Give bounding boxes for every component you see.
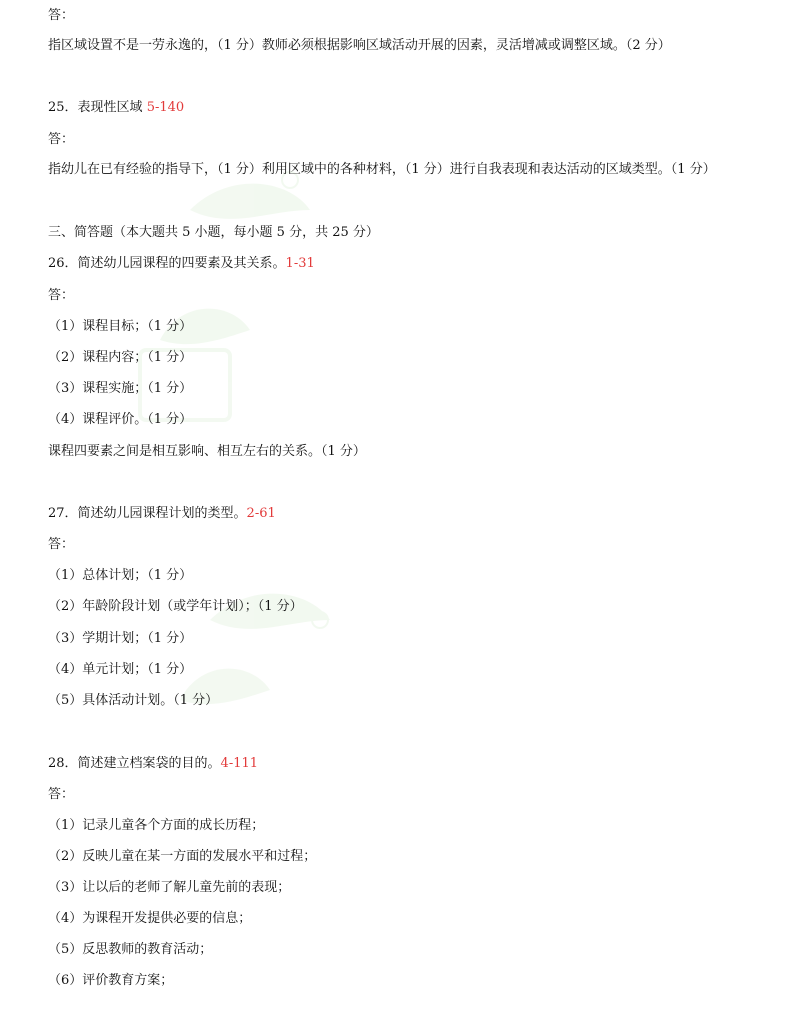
answer-item: （1）总体计划；（1 分） [48, 568, 193, 583]
answer-item: （5）具体活动计划。（1 分） [48, 693, 219, 708]
answer-item: （2）反映儿童在某一方面的发展水平和过程； [48, 849, 317, 864]
answer-item: （1）记录儿童各个方面的成长历程； [48, 818, 265, 833]
leaf-logo-icon [120, 150, 360, 450]
answer-item: （2）年龄阶段计划（或学年计划）；（1 分） [48, 599, 303, 614]
section-heading: 三、简答题（本大题共 5 小题，每小题 5 分，共 25 分） [48, 225, 379, 240]
answer-item: （4）课程评价。（1 分） [48, 412, 193, 427]
question-heading: 28．简述建立档案袋的目的。4-111 [48, 756, 259, 771]
question-heading: 26．简述幼儿园课程的四要素及其关系。1-31 [48, 256, 315, 271]
page-reference: 5-140 [146, 100, 185, 115]
page-reference: 2-61 [246, 506, 276, 521]
answer-item: （3）课程实施；（1 分） [48, 381, 193, 396]
answer-label: 答： [48, 132, 75, 147]
page-reference: 4-111 [220, 756, 259, 771]
answer-item: （3）让以后的老师了解儿童先前的表现； [48, 880, 291, 895]
answer-item: （1）课程目标；（1 分） [48, 319, 193, 334]
answer-item: （5）反思教师的教育活动； [48, 942, 213, 957]
answer-text: 指幼儿在已有经验的指导下，（1 分）利用区域中的各种材料，（1 分）进行自我表现和表达活动的区域类型。（1 分） [48, 162, 716, 177]
answer-item: （3）学期计划；（1 分） [48, 631, 193, 646]
answer-label: 答： [48, 537, 75, 552]
answer-item: （2）课程内容；（1 分） [48, 350, 193, 365]
answer-text: 课程四要素之间是相互影响、相互左右的关系。（1 分） [48, 444, 366, 459]
answer-label: 答： [48, 288, 75, 303]
answer-item: （4）为课程开发提供必要的信息； [48, 911, 252, 926]
answer-label: 答： [48, 787, 75, 802]
page-reference: 1-31 [285, 256, 315, 271]
answer-label: 答： [48, 8, 75, 23]
question-heading: 27．简述幼儿园课程计划的类型。2-61 [48, 506, 276, 521]
answer-item: （6）评价教育方案； [48, 973, 174, 988]
answer-text: 指区域设置不是一劳永逸的，（1 分）教师必须根据影响区域活动开展的因素，灵活增减或调整区域。（2 分） [48, 38, 671, 53]
question-heading: 25．表现性区域 5-140 [48, 100, 185, 115]
answer-item: （4）单元计划；（1 分） [48, 662, 193, 677]
